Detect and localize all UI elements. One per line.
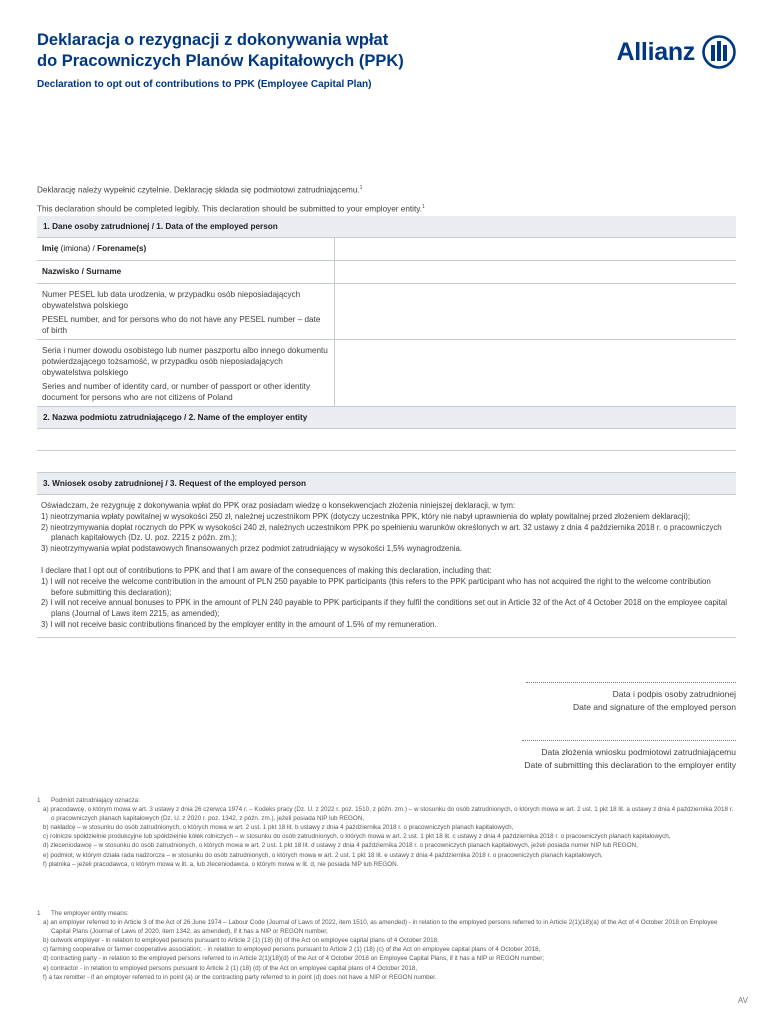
- request-pl-intro: Oświadczam, że rezygnuję z dokonywania wpłat do PPK oraz posiadam wiedzę o konsekwencjach złożenia niniejszej deklaracji, w tym:: [41, 501, 516, 510]
- request-text: [37, 495, 736, 638]
- submission-date-label-pl: Data złożenia wniosku podmiotowi zatrudniającemu: [541, 747, 736, 757]
- intro: [37, 180, 737, 217]
- employer-name-field-2[interactable]: [37, 451, 736, 473]
- footnote-pl: [37, 796, 737, 869]
- forename-field[interactable]: [334, 238, 736, 260]
- intro-en-sup: 1: [422, 203, 425, 210]
- request-en-intro: I declare that I opt out of contributions to PPK and that I am aware of the consequences of making this declaration, including that:: [41, 565, 492, 575]
- footnote-en-item: a) an employer referred to in Article 3 of the Act of 26 June 1974 – Labour Code (Journal of Laws of 2022, item 1510, as amended) - in relation to the employed persons referred to in Article 2(1)(18)(a) of the Act of 4 October 2018 on Employee Capital Plans (Journal of Laws of 2020, item 1342, as amended), if it has a NIP or REGON number,: [43, 919, 718, 936]
- pesel-label: [37, 284, 334, 339]
- submission-date-line[interactable]: [522, 740, 736, 741]
- request-pl-item: 3) nieotrzymywania wpłat podstawowych finansowanych przez podmiot zatrudniający w wysokości 1,5% wynagrodzenia.: [41, 544, 463, 554]
- section3-heading: 3. Wniosek osoby zatrudnionej / 3. Request of the employed person: [37, 473, 736, 495]
- footnote-pl-marker: 1: [37, 797, 41, 804]
- forename-row: [37, 238, 736, 261]
- intro-en: This declaration should be completed legibly. This declaration should be submitted to your employer entity.: [37, 204, 423, 214]
- employer-name-field[interactable]: [37, 429, 736, 451]
- logo-text: Allianz: [616, 37, 695, 66]
- id-label-pl: Seria i numer dowodu osobistego lub numer paszportu albo innego dokumentu potwierdzającego tożsamość, w przypadku osób nieposiadających obywatelstwa polskiego: [42, 346, 328, 377]
- pesel-label-en: PESEL number, and for persons who do not have any PESEL number – date of birth: [42, 315, 321, 335]
- page-number: AV: [737, 996, 748, 1005]
- signature-block: [526, 682, 736, 714]
- footnote-en-item: f) a tax remitter - if an employer referred to in point (a) or the contracting party referred to in point (d) does not have a NIP or REGON number.: [43, 973, 437, 981]
- pesel-row: [37, 284, 736, 340]
- footnote-en-item: b) outwork employer - in relation to employed persons pursuant to Article 2 (1) (18) (b) of the Act on employee capital plans of 4 October 2018,: [43, 937, 439, 945]
- forename-label-en: Forename(s): [97, 244, 147, 253]
- footnote-pl-item: d) zleceniodawcę – w stosunku do osób zatrudnionych, o których mowa w art. 2 ust. 1 pkt 18 lit. d ustawy z dnia 4 października 2018 r. o pracowniczych planach kapitałowych, jeżeli posiada numer NIP lub REGON,: [43, 842, 638, 850]
- forename-label-sep: /: [90, 244, 98, 253]
- forename-label-pl: Imię: [42, 244, 59, 253]
- surname-row: [37, 261, 736, 284]
- section1-heading: 1. Dane osoby zatrudnionej / 1. Data of the employed person: [37, 216, 736, 238]
- request-pl-item: 1) nieotrzymania wpłaty powitalnej w wysokości 250 zł, należnej uczestnikom PPK (dotyczy uczestnika PPK, który nie nabył uprawnienia do wpłaty powitalnej przed złożeniem deklaracji);: [41, 511, 691, 521]
- id-document-label: [37, 340, 334, 406]
- allianz-logo: [584, 35, 736, 69]
- signature-line[interactable]: [526, 682, 736, 683]
- footnote-en-item: e) contractor - in relation to employed persons pursuant to Article 2 (1) (18) (d) of the Act on employee capital plans of 4 October 2018,: [43, 964, 418, 972]
- footnote-en-title: The employer entity means:: [51, 910, 129, 917]
- footnote-pl-item: b) nakładcę – w stosunku do osób zatrudnionych, o których mowa w art. 2 ust. 1 pkt 18 lit. b ustawy z dnia 4 października 2018 r. o pracowniczych planach kapitałowych,: [43, 824, 514, 832]
- pesel-label-pl: Numer PESEL lub data urodzenia, w przypadku osób nieposiadających obywatelstwa polskiego: [42, 290, 301, 310]
- pesel-field[interactable]: [334, 284, 736, 339]
- title-en: Declaration to opt out of contributions to PPK (Employee Capital Plan): [37, 79, 372, 90]
- declaration-form: [37, 216, 736, 638]
- forename-label: [37, 238, 334, 260]
- footnote-en-item: c) farming cooperative or farmer cooperative association; - in relation to employed persons pursuant to Article 2 (1) (18) (c) of the Act on employee capital plans of 4 October 2018,: [43, 946, 541, 954]
- intro-pl-sup: 1: [359, 185, 363, 191]
- forename-label-note: (imiona): [60, 244, 91, 253]
- id-document-row: [37, 340, 736, 407]
- title-pl-line1: Deklaracja o rezygnacji z dokonywania wpłat: [37, 31, 389, 49]
- request-pl-item: 2) nieotrzymywania dopłat rocznych do PPK w wysokości 240 zł, należnych uczestnikom PPK po spełnieniu warunków określonych w art. 32 ustawy z dnia 4 października 2018 r. o pracowniczych planach kapitałowych (Dz. U. poz. 2215 z późn. zm.);: [41, 522, 722, 543]
- surname-label: Nazwisko / Surname: [42, 267, 122, 276]
- footnote-en-marker: 1: [37, 910, 41, 917]
- submission-date-block: [522, 740, 736, 772]
- footnote-pl-item: c) rolnicze spółdzielnie produkcyjne lub spółdzielnie kółek rolniczych – w stosunku do osób zatrudnionych, o których mowa w art. 2 ust. 1 pkt 18 lit. c ustawy z dnia 4 października 2018 r. o pracowniczych planach kapitałowych,: [43, 833, 671, 841]
- id-document-field[interactable]: [334, 340, 736, 406]
- footnote-en-item: d) contracting party - in relation to the employed persons referred to in Article 2(1)(18)(d) of the Act of 4 October 2018 on Employee Capital Plans, if it has a NIP or REGON number;: [43, 955, 545, 963]
- request-en-item: 3) I will not receive basic contributions financed by the employer entity in the amount of 1.5% of my remuneration.: [41, 619, 437, 629]
- signature-label-en: Date and signature of the employed person: [572, 702, 736, 712]
- footnote-pl-item: f) płatnika – jeżeli pracodawca, o którym mowa w lit. a, lub zleceniodawca, o którym mowa w lit. d, nie posiada NIP lub REGON.: [43, 860, 399, 868]
- intro-pl: Deklarację należy wypełnić czytelnie. Deklarację składa się podmiotowi zatrudniającemu.: [37, 185, 360, 195]
- section2-heading: 2. Nazwa podmiotu zatrudniającego / 2. Name of the employer entity: [37, 407, 736, 429]
- footnote-pl-item: a) pracodawcę, o którym mowa w art. 3 ustawy z dnia 26 czerwca 1974 r. – Kodeks pracy (Dz. U. z 2022 r. poz. 1510, z późn. zm.) – w stosunku do osób zatrudnionych, o których mowa w art. 2 ust. 1 pkt 18 lit. a ustawy z dnia 4 października 2018 r. o pracowniczych planach kapitałowych (Dz. U. z 2020 r. poz. 1342, z późn. zm.), jeżeli posiada NIP lub REGON,: [43, 806, 734, 823]
- submission-date-label-en: Date of submitting this declaration to the employer entity: [524, 760, 736, 770]
- document-title: [37, 30, 497, 72]
- footnote-pl-item: e) podmiot, w którym działa rada nadzorcza – w stosunku do osób zatrudnionych, o których mowa w art. 2 ust. 1 pkt 18 lit. e ustawy z dnia 4 października 2018 r. o pracowniczych planach kapitałowych,: [43, 851, 603, 859]
- request-en-item: 2) I will not receive annual bonuses to PPK in the amount of PLN 240 payable to PPK participants if they fulfil the conditions set out in Article 32 of the Act of 4 October 2018 on the employee capital plans (Journal of Laws item 2215, as amended);: [41, 598, 728, 619]
- footnote-pl-title: Podmiot zatrudniający oznacza:: [51, 797, 140, 804]
- surname-field[interactable]: [334, 261, 736, 283]
- footnote-en: [37, 909, 737, 982]
- signature-label-pl: Data i podpis osoby zatrudnionej: [612, 689, 736, 699]
- title-pl-line2: do Pracowniczych Planów Kapitałowych (PPK): [37, 52, 404, 70]
- allianz-eagle-icon: [702, 35, 736, 69]
- id-label-en: Series and number of identity card, or number of passport or other identity document for persons who are not citizens of Poland: [42, 382, 311, 402]
- request-en-item: 1) I will not receive the welcome contribution in the amount of PLN 250 payable to PPK participants (this refers to the PPK participant who has not acquired the right to the welcome contribution before submitting this declaration);: [41, 576, 711, 597]
